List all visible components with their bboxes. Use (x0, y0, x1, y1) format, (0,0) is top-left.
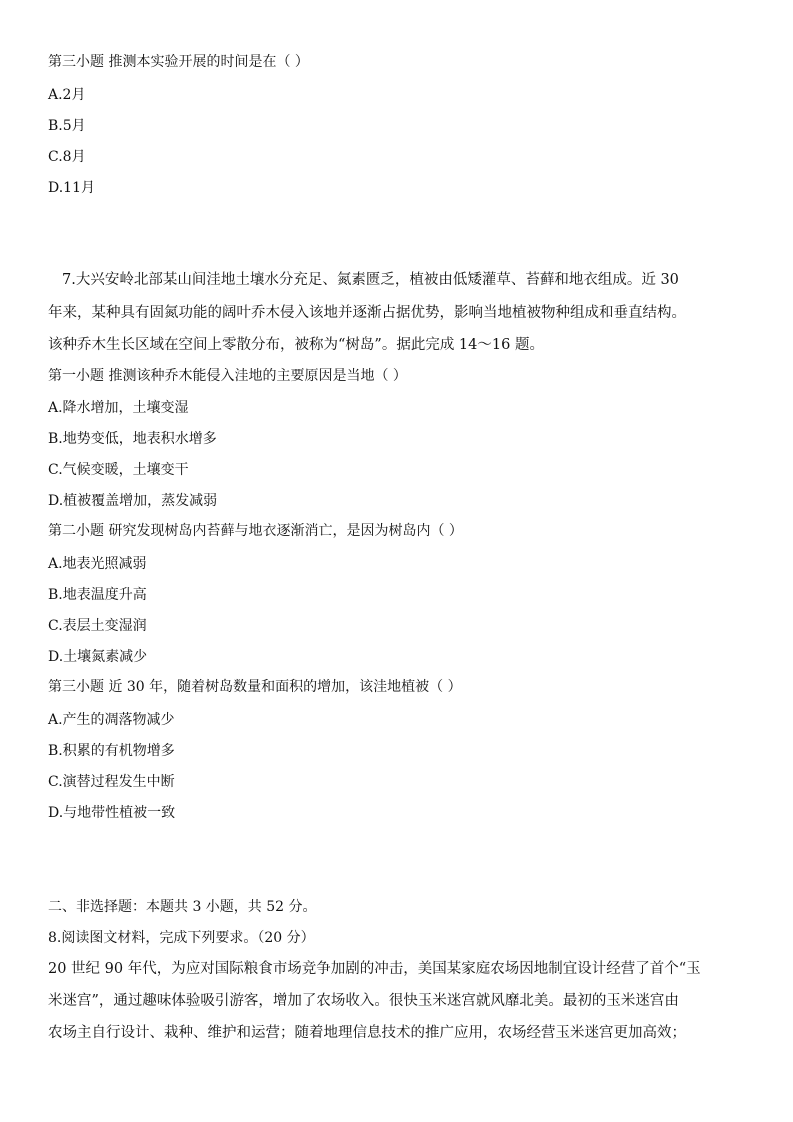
q7-sub2-option-c: C.表层土变湿润 (48, 618, 147, 634)
q7-sub2-stem: 第二小题 研究发现树岛内苔藓与地衣逐渐消亡，是因为树岛内（ ） (48, 523, 463, 539)
q7-sub1-option-a: A.降水增加，土壤变湿 (48, 400, 189, 416)
q8-material-line-3: 农场主自行设计、栽种、维护和运营；随着地理信息技术的推广应用，农场经营玉米迷宫更加高效； (48, 1025, 686, 1041)
q7-sub3-option-b: B.积累的有机物增多 (48, 743, 175, 759)
q7-sub1-option-d: D.植被覆盖增加，蒸发减弱 (48, 493, 218, 509)
q7-sub3-option-c: C.演替过程发生中断 (48, 774, 175, 790)
q7-intro-line-3: 该种乔木生长区域在空间上零散分布，被称为“树岛”。据此完成 14～16 题。 (48, 337, 544, 353)
q7-intro-line-1: 7.大兴安岭北部某山间洼地土壤水分充足、氮素匮乏，植被由低矮灌草、苔藓和地衣组成。近 30 (62, 272, 679, 288)
q8-material-line-2: 米迷宫”，通过趣味体验吸引游客，增加了农场收入。很快玉米迷宫就风靡北美。最初的玉米迷宫由 (48, 993, 679, 1009)
q7-sub1-option-c: C.气候变暖，土壤变干 (48, 462, 189, 478)
q7-sub2-option-b: B.地表温度升高 (48, 587, 147, 603)
q6-part3-stem: 第三小题 推测本实验开展的时间是在（ ） (48, 54, 309, 70)
q7-sub3-option-a: A.产生的凋落物减少 (48, 712, 175, 728)
q7-sub3-option-d: D.与地带性植被一致 (48, 805, 176, 821)
q8-material-line-1: 20 世纪 90 年代，为应对国际粮食市场竞争加剧的冲击，美国某家庭农场因地制宜设计经营了首个“玉 (48, 961, 701, 977)
q6-part3-option-c: C.8月 (48, 149, 86, 165)
q7-intro-line-2: 年来，某种具有固氮功能的阔叶乔木侵入该地并逐渐占据优势，影响当地植被物种组成和垂直结构。 (48, 305, 686, 321)
q6-part3-option-d: D.11月 (48, 180, 95, 196)
q6-part3-option-b: B.5月 (48, 118, 86, 134)
q6-part3-option-a: A.2月 (48, 87, 86, 103)
q7-sub1-stem: 第一小题 推测该种乔木能侵入洼地的主要原因是当地（ ） (48, 368, 407, 384)
section2-heading: 二、非选择题：本题共 3 小题，共 52 分。 (48, 899, 317, 915)
q7-sub3-stem: 第三小题 近 30 年，随着树岛数量和面积的增加，该洼地植被（ ） (48, 679, 462, 695)
q7-sub2-option-d: D.土壤氮素减少 (48, 649, 148, 665)
q7-sub1-option-b: B.地势变低，地表积水增多 (48, 431, 217, 447)
q8-title: 8.阅读图文材料，完成下列要求。（20 分） (48, 930, 315, 946)
q7-sub2-option-a: A.地表光照减弱 (48, 556, 147, 572)
